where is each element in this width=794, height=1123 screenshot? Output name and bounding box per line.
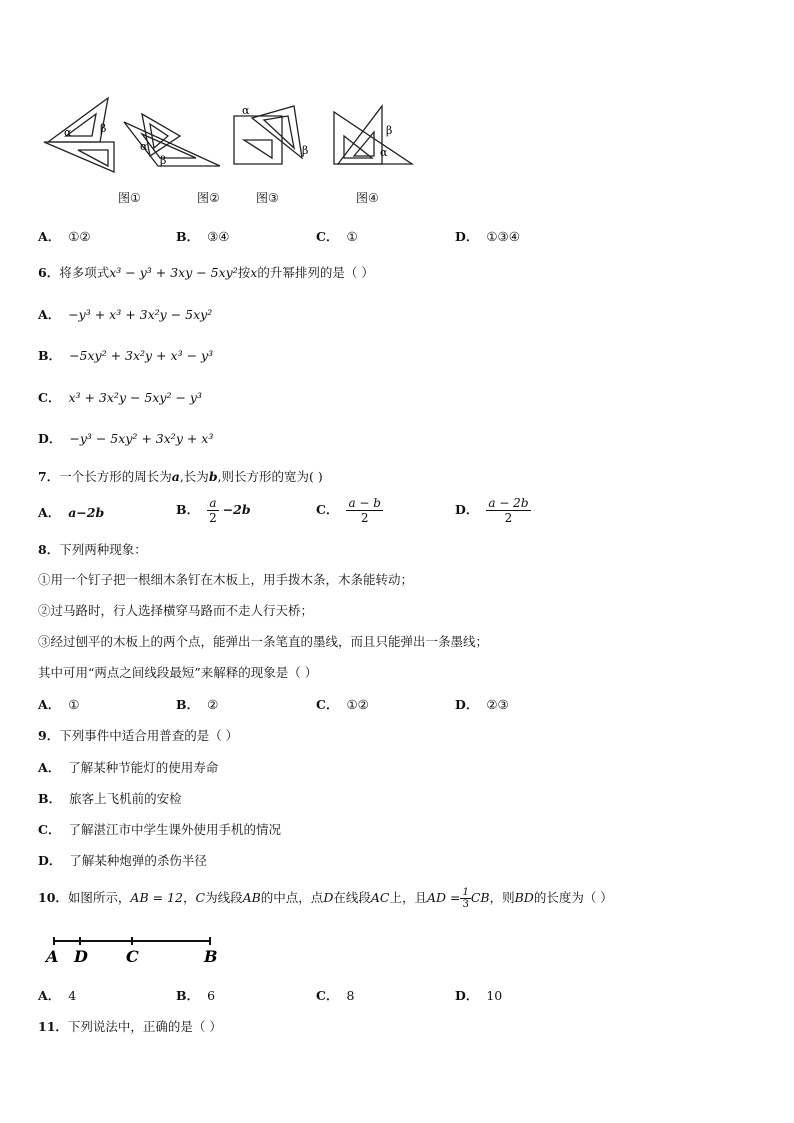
q7-option-b[interactable]: B． $\frac{a}{2}$ −2b (176, 496, 251, 525)
q6-option-b[interactable]: B． −5xy² + 3x²y + x³ − y³ (38, 348, 214, 363)
q10-option-c[interactable]: C． 8 (316, 988, 355, 1003)
q10-stem: 10．如图所示，AB = 12，C为线段AB的中点，点D在线段AC上，且AD = $\frac{1}{3}$ CB，则BD的长度为（ ） (38, 887, 613, 910)
figure-1 (44, 98, 114, 172)
q10-option-a[interactable]: A． 4 (38, 988, 77, 1003)
fig4-alpha: α (380, 146, 388, 159)
label-d: D (74, 947, 88, 966)
segment-figure (44, 932, 234, 968)
q9-option-d[interactable]: D． 了解某种炮弹的杀伤半径 (38, 853, 207, 868)
fig-label-2: 图② (197, 191, 220, 205)
label-a: A (46, 947, 59, 966)
q6-option-c[interactable]: C． x³ + 3x²y − 5xy² − y³ (38, 390, 202, 405)
fig2-beta: β (160, 154, 167, 167)
q7-option-a[interactable]: A． a−2b (38, 505, 105, 520)
q8-option-a[interactable]: A． ① (38, 697, 80, 712)
q8-item-2: ②过马路时，行人选择横穿马路而不走人行天桥； (38, 603, 314, 618)
q5-option-b[interactable]: B． ③④ (176, 229, 230, 244)
figure-4 (334, 106, 412, 164)
q6-option-d[interactable]: D． −y³ − 5xy² + 3x²y + x³ (38, 431, 214, 446)
fig-label-1: 图① (118, 191, 141, 205)
q8-item-1: ①用一个钉子把一根细木条钉在木板上，用手拨木条，木条能转动； (38, 572, 414, 587)
q10-option-b[interactable]: B． 6 (176, 988, 216, 1003)
fig3-alpha: α (242, 104, 250, 117)
fig2-alpha: α (140, 140, 148, 153)
q8-option-b[interactable]: B． ② (176, 697, 219, 712)
fig3-beta: β (302, 144, 309, 157)
q7-option-c[interactable]: C． $\frac{a - b}{2}$ (316, 496, 381, 525)
q8-option-c[interactable]: C． ①② (316, 697, 369, 712)
q5-option-d[interactable]: D． ①③④ (455, 229, 520, 244)
q7-stem: 7．一个长方形的周长为a,长为b,则长方形的宽为( ) (38, 469, 323, 484)
label-b: B (204, 947, 218, 966)
q6-stem: 6．将多项式x³ − y³ + 3xy − 5xy²按x的升幂排列的是（ ） (38, 265, 374, 280)
q9-stem: 9．下列事件中适合用普查的是（ ） (38, 728, 239, 743)
q10-option-d[interactable]: D． 10 (455, 988, 503, 1003)
q11-stem: 11．下列说法中，正确的是（ ） (38, 1019, 222, 1034)
q8-option-d[interactable]: D． ②③ (455, 697, 509, 712)
q8-stem: 8．下列两种现象： (38, 542, 147, 557)
fig1-alpha: α (64, 126, 72, 139)
q9-option-c[interactable]: C． 了解湛江市中学生课外使用手机的情况 (38, 822, 281, 837)
q5-option-c[interactable]: C． ① (316, 229, 358, 244)
fig-label-3: 图③ (256, 191, 279, 205)
fig4-beta: β (386, 124, 393, 137)
q8-question: 其中可用“两点之间线段最短”来解释的现象是（ ） (38, 665, 318, 680)
fig1-beta: β (100, 122, 107, 135)
q8-item-3: ③经过刨平的木板上的两个点，能弹出一条笔直的墨线，而且只能弹出一条墨线； (38, 634, 489, 649)
figure-2 (124, 114, 220, 166)
q7-option-d[interactable]: D． $\frac{a - 2b}{2}$ (455, 496, 529, 525)
fig-label-4: 图④ (356, 191, 379, 205)
q9-option-a[interactable]: A． 了解某种节能灯的使用寿命 (38, 760, 219, 775)
q9-option-b[interactable]: B． 旅客上飞机前的安检 (38, 791, 182, 806)
label-c: C (126, 947, 139, 966)
q6-option-a[interactable]: A． −y³ + x³ + 3x²y − 5xy² (38, 307, 213, 322)
q5-option-a[interactable]: A． ①② (38, 229, 91, 244)
